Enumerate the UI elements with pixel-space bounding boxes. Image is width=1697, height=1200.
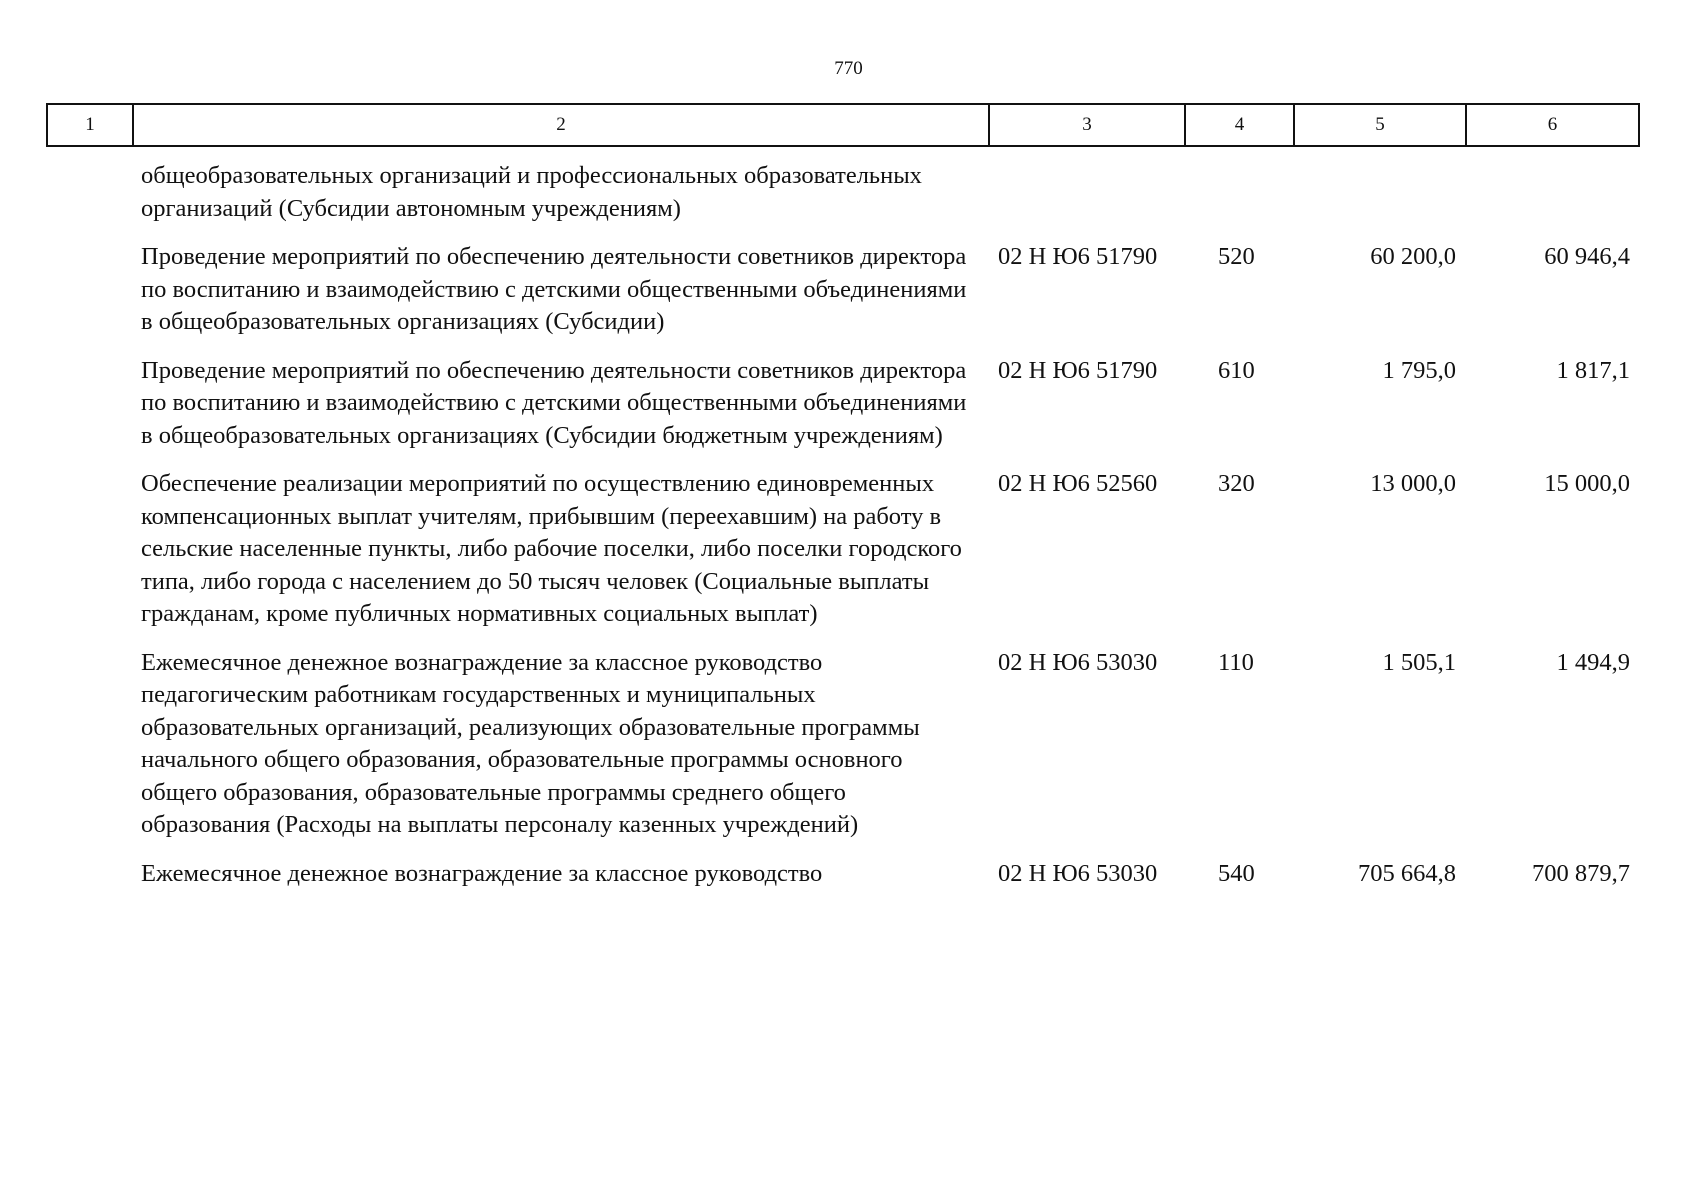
row-value-5: 1 505,1 <box>1382 648 1456 676</box>
row-type <box>1184 160 1293 241</box>
table-row <box>46 858 1638 907</box>
row-code: 02 Н Ю6 51790 <box>998 243 1158 270</box>
row-value-5 <box>1293 160 1465 241</box>
row-name: Ежемесячное денежное вознаграждение за классное руководство педагогическим работникам государственных и муниципальных образовательных организаций, реализующих образовательные программы начального общего образования, образовательные программы основного общего образования, образовательные программы среднего общего образования (Расходы на выплаты персоналу казенных учреждений) <box>141 648 920 838</box>
row-code <box>988 160 1184 241</box>
page-number: 770 <box>834 58 863 79</box>
column-header-2: 2 <box>133 104 989 146</box>
row-type: 320 <box>1218 470 1255 497</box>
row-name: Проведение мероприятий по обеспечению деятельности советников директора по воспитанию и взаимодействию с детскими общественными объединениями в общеобразовательных организациях (Субсидии бюджетным учреждениям) <box>141 356 967 449</box>
row-name: общеобразовательных организаций и профессиональных образовательных организаций (Субсидии автономным учреждениям) <box>141 162 922 222</box>
row-value-5: 13 000,0 <box>1370 470 1456 497</box>
row-value-6: 60 946,4 <box>1544 243 1630 270</box>
row-value-6: 1 494,9 <box>1556 648 1630 676</box>
row-value-5: 60 200,0 <box>1370 243 1456 270</box>
row-type: 520 <box>1218 243 1255 270</box>
column-header-row <box>47 104 1639 146</box>
row-name: Проведение мероприятий по обеспечению деятельности советников директора по воспитанию и взаимодействию с детскими общественными объединениями в общеобразовательных организациях (Субсидии) <box>141 243 967 335</box>
row-code: 02 Н Ю6 53030 <box>998 648 1158 676</box>
column-header-3: 3 <box>989 104 1185 146</box>
row-code: 02 Н Ю6 51790 <box>998 356 1158 384</box>
row-value-5: 705 664,8 <box>1358 859 1456 887</box>
row-value-6: 700 879,7 <box>1532 859 1630 887</box>
column-header-table <box>46 103 1640 147</box>
row-type: 540 <box>1218 859 1255 887</box>
column-header-5: 5 <box>1294 104 1466 146</box>
column-header-1: 1 <box>47 104 133 146</box>
row-value-5: 1 795,0 <box>1382 356 1456 384</box>
column-header-4: 4 <box>1185 104 1294 146</box>
row-type: 110 <box>1218 648 1254 676</box>
row-value-6 <box>1465 160 1638 241</box>
row-code: 02 Н Ю6 52560 <box>998 470 1158 497</box>
row-code: 02 Н Ю6 53030 <box>998 859 1158 887</box>
row-name: Обеспечение реализации мероприятий по осуществлению единовременных компенсационных выплат учителям, прибывшим (переехавшим) на работу в сельские населенные пункты, либо рабочие поселки, либо поселки городского типа, либо города с населением до 50 тысяч человек (Социальные выплаты гражданам, кроме публичных нормативных социальных выплат) <box>141 470 962 627</box>
table-row <box>46 241 1638 355</box>
table-row <box>46 160 1638 241</box>
row-value-6: 15 000,0 <box>1544 470 1630 497</box>
column-header-6: 6 <box>1466 104 1639 146</box>
row-type: 610 <box>1218 356 1255 384</box>
table-row <box>46 468 1638 647</box>
row-value-6: 1 817,1 <box>1556 356 1630 384</box>
table-row <box>46 647 1638 858</box>
row-name: Ежемесячное денежное вознаграждение за классное руководство <box>141 859 823 887</box>
budget-table <box>46 160 1638 906</box>
table-row <box>46 355 1638 469</box>
